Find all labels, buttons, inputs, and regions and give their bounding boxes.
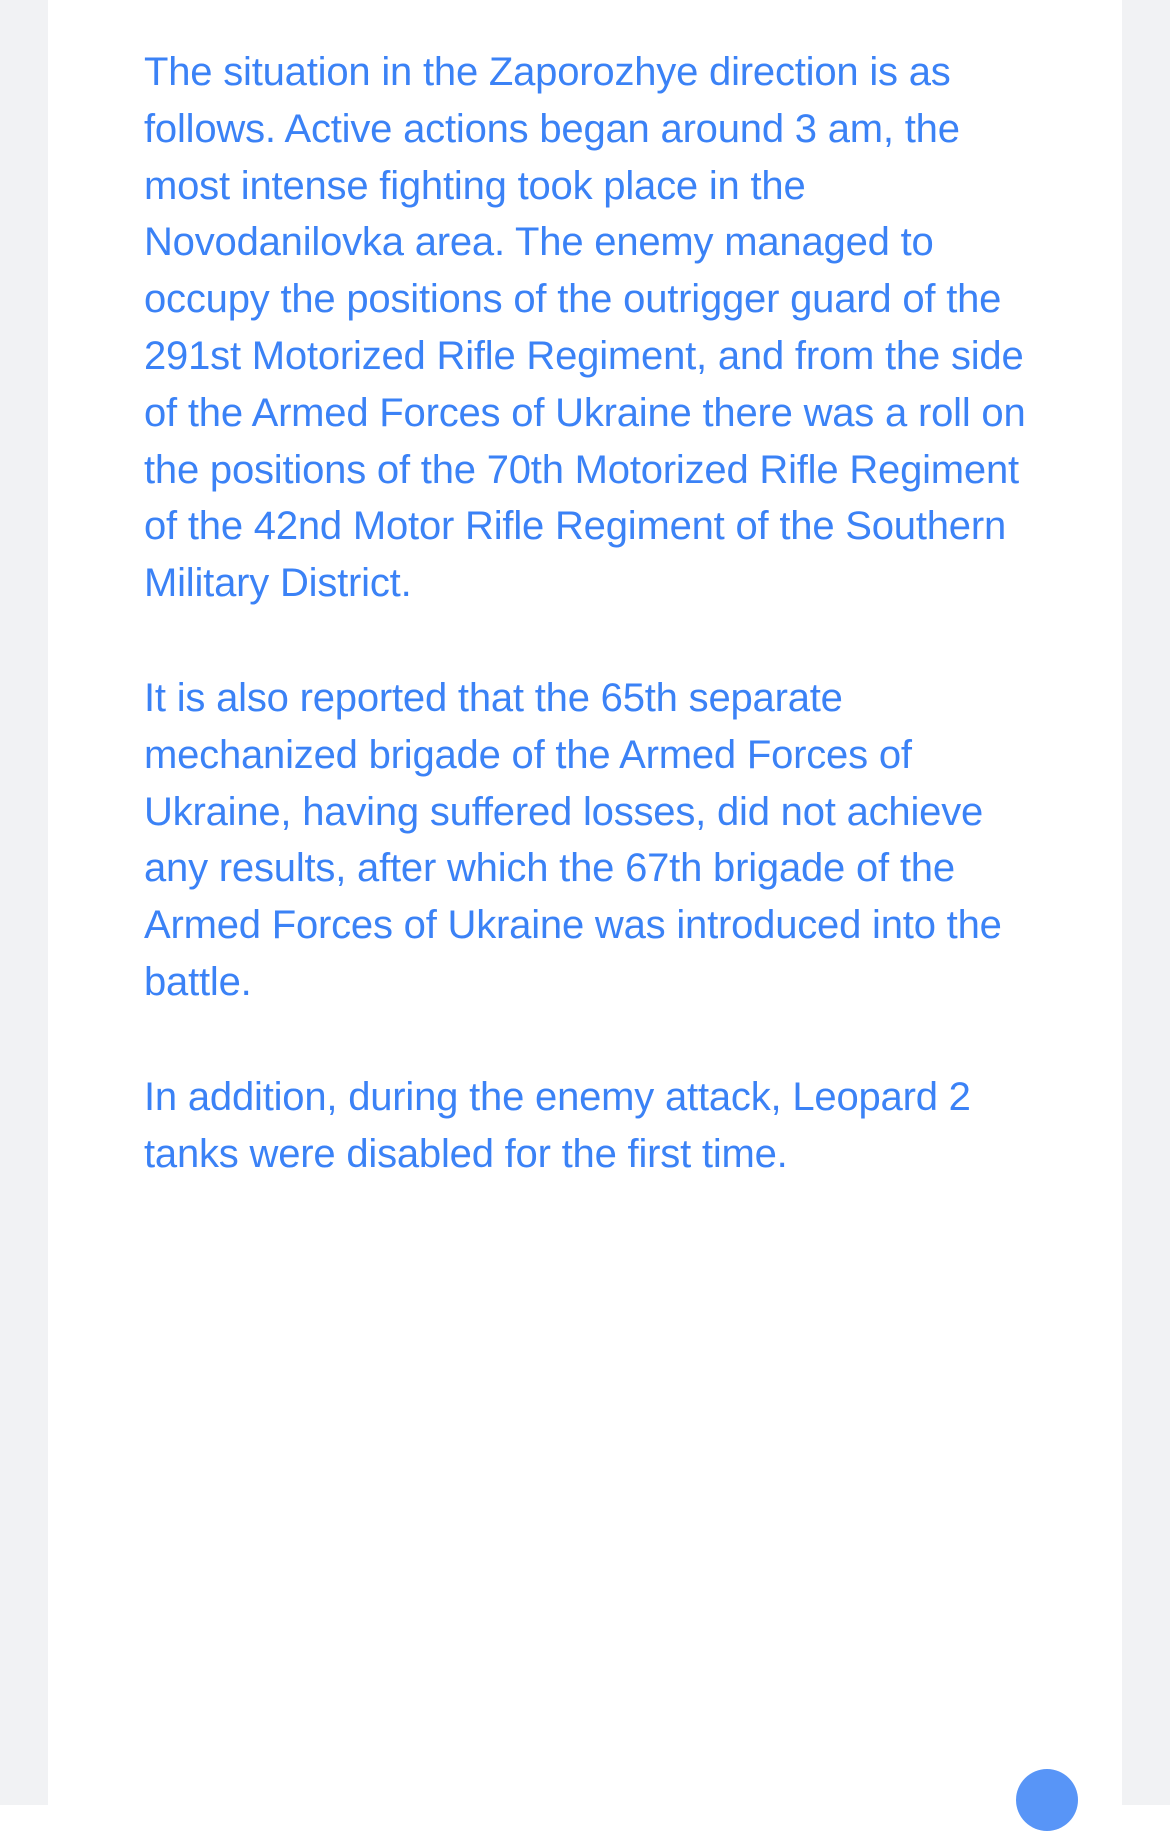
document-sheet (48, 0, 1122, 1805)
paragraph-1: The situation in the Zaporozhye direction is as follows. Active actions began around 3 am, the most intense fighting took place in the Novodanilovka area. The enemy managed to occupy the positions of the outrigger guard of the 291st Motorized Rifle Regiment, and from the side of the Armed Forces of Ukraine there was a roll on the positions of the 70th Motorized Rifle Regiment of the 42nd Motor Rifle Regiment of the Southern Military District. (144, 50, 1026, 606)
document-text-column (144, 0, 1030, 1182)
paragraph-3: In addition, during the enemy attack, Leopard 2 tanks were disabled for the first time. (144, 1074, 971, 1176)
avatar (1016, 1769, 1078, 1831)
paragraph-2: It is also reported that the 65th separate mechanized brigade of the Armed Forces of Ukraine, having suffered losses, did not achieve any results, after which the 67th brigade of the Armed Forces of Ukraine was introduced into the battle. (144, 675, 1002, 1004)
